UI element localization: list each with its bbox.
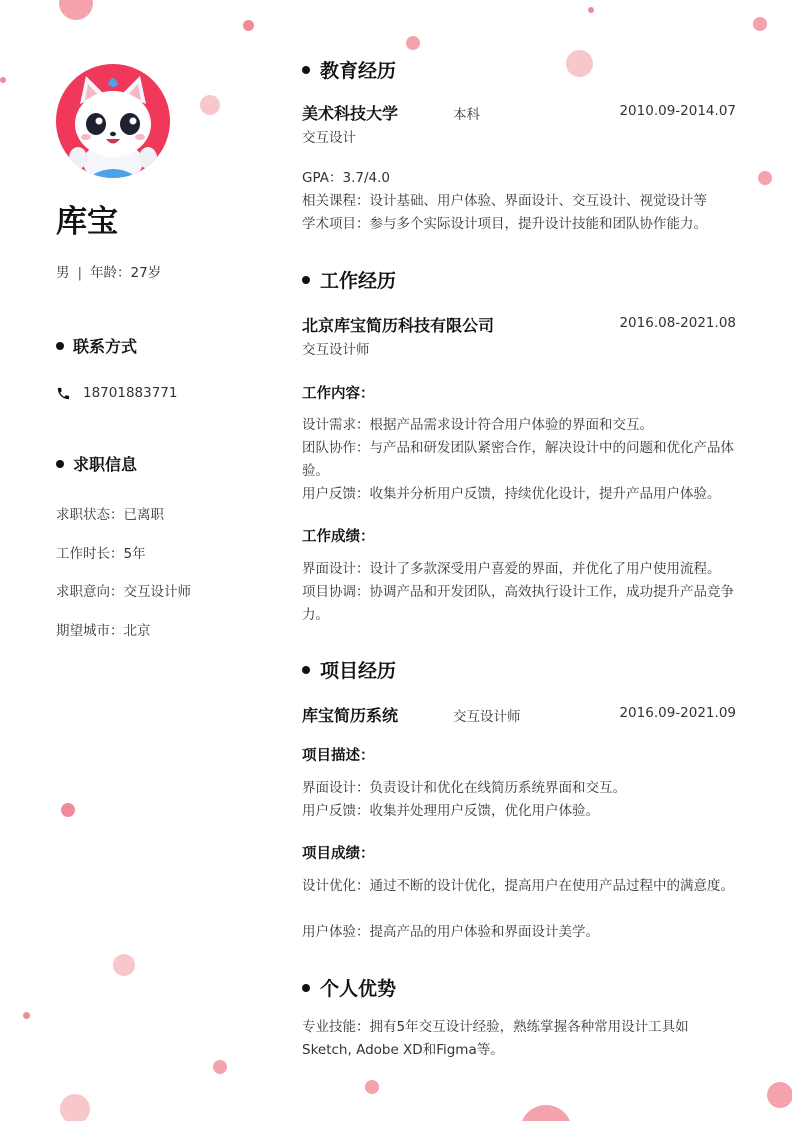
avatar [56,64,170,178]
phone-row [56,385,177,401]
decor-dot [200,95,220,115]
work-content-3: 用户反馈：收集并分析用户反馈，持续优化设计，提升产品用户体验。 [302,486,721,502]
job-info-heading-label: 求职信息 [73,455,138,474]
decor-dot [588,7,594,13]
work-heading [302,266,396,293]
decor-dot [753,17,767,31]
major: 交互设计 [302,130,356,146]
project-heading-label: 项目经历 [320,660,397,682]
work-row [302,313,736,335]
work-achievement-title: 工作成绩： [302,529,375,545]
work-achievement-2: 项目协调：协调产品和开发团队，高效执行设计工作，成功提升产品竞争力。 [302,584,734,623]
school-name: 美术科技大学 [302,104,399,123]
project-heading [302,656,396,683]
project-desc-2: 用户反馈：收集并处理用户反馈，优化用户体验。 [302,803,599,819]
degree: 本科 [453,107,480,123]
bullet-icon [302,66,310,74]
decor-dot [0,77,6,83]
decor-dot [23,1012,30,1019]
education-heading-label: 教育经历 [320,60,397,82]
cat-mascot-icon [56,64,170,178]
strengths-heading-label: 个人优势 [320,978,397,1000]
project-desc-title: 项目描述： [302,748,375,764]
bullet-icon [56,460,64,468]
education-row [302,101,736,123]
project-achievement-1: 设计优化：通过不断的设计优化，提高用户在使用产品过程中的满意度。 [302,878,734,894]
decor-dot [60,1094,90,1121]
academic-projects: 学术项目：参与多个实际设计项目，提升设计技能和团队协作能力。 [302,216,707,232]
work-content-1: 设计需求：根据产品需求设计符合用户体验的界面和交互。 [302,417,653,433]
decor-dot [59,0,93,20]
bullet-icon [302,666,310,674]
phone-number: 18701883771 [83,385,178,401]
gpa: GPA：3.7/4.0 [302,170,390,186]
work-content-title: 工作内容： [302,386,375,402]
decor-dot [758,171,772,185]
basic-info [56,261,161,281]
gender: 男 [56,265,70,281]
job-info-heading [56,452,137,475]
work-date: 2016.08-2021.08 [619,315,736,331]
phone-icon [56,386,71,401]
decor-dot [365,1080,379,1094]
project-role: 交互设计师 [453,709,521,725]
work-role: 交互设计师 [302,342,370,358]
contact-heading-label: 联系方式 [73,337,138,356]
decor-dot [61,803,75,817]
courses: 相关课程：设计基础、用户体验、界面设计、交互设计、视觉设计等 [302,193,707,209]
work-achievement-1: 界面设计：设计了多款深受用户喜爱的界面，并优化了用户使用流程。 [302,561,721,577]
work-heading-label: 工作经历 [320,270,397,292]
company-name: 北京库宝简历科技有限公司 [302,316,495,335]
project-achievement-title: 项目成绩： [302,846,375,862]
work-content-2: 团队协作：与产品和研发团队紧密合作，解决设计中的问题和优化产品体验。 [302,440,734,479]
decor-dot [213,1060,227,1074]
education-date: 2010.09-2014.07 [619,103,736,119]
bullet-icon [302,984,310,992]
strengths-text: 专业技能：拥有5年交互设计经验，熟练掌握各种常用设计工具如Sketch, Adobe XD和Figma等。 [302,1019,689,1058]
decor-dot [520,1105,572,1121]
contact-heading [56,334,137,357]
project-name: 库宝简历系统 [302,706,399,725]
age: 年龄：27岁 [90,265,162,281]
decor-dot [113,954,135,976]
info-separator: | [77,265,83,281]
strengths-heading [302,974,396,1001]
expected-city: 期望城市：北京 [56,623,151,639]
job-status: 求职状态：已离职 [56,507,164,523]
bullet-icon [56,342,64,350]
bullet-icon [302,276,310,284]
education-heading [302,56,396,83]
decor-dot [566,50,593,77]
decor-dot [406,36,420,50]
candidate-name: 库宝 [56,204,118,240]
decor-dot [243,20,254,31]
decor-dot [767,1082,792,1108]
project-desc-1: 界面设计：负责设计和优化在线简历系统界面和交互。 [302,780,626,796]
work-duration: 工作时长：5年 [56,546,146,562]
project-date: 2016.09-2021.09 [619,705,736,721]
project-achievement-2: 用户体验：提高产品的用户体验和界面设计美学。 [302,924,599,940]
project-row [302,703,736,725]
job-intention: 求职意向：交互设计师 [56,584,191,600]
